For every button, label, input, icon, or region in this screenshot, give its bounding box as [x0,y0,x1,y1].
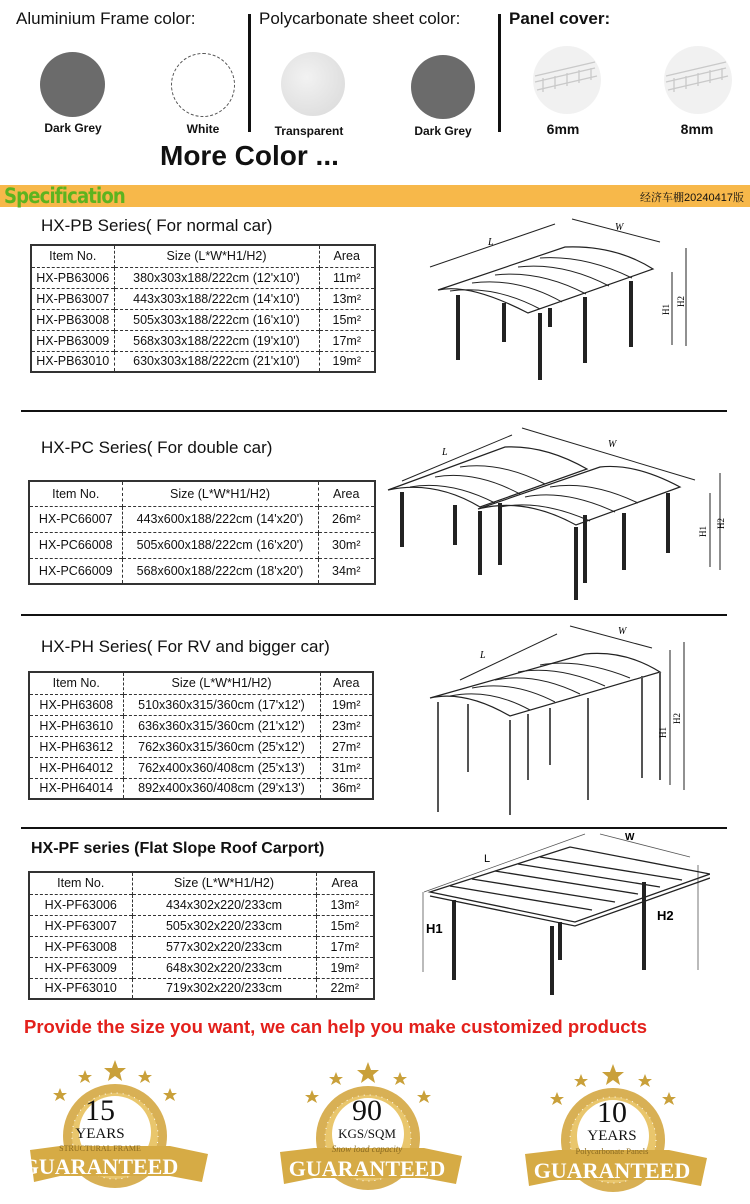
swatch-label: Dark Grey [414,124,472,138]
col-header: Area [318,481,375,506]
panel-label: 6mm [546,121,580,137]
svg-text:H2: H2 [657,908,674,923]
swatch-label: White [186,122,220,136]
table-row: HX-PB63006 380x303x188/222cm (12'x10') 11m² [31,267,375,288]
svg-text:H2: H2 [676,296,686,307]
customization-promo: Provide the size you want, we can help you make customized products [24,1016,647,1037]
table-row: HX-PH64012 762x400x360/408cm (25'x13') 31m² [29,757,373,778]
svg-text:L: L [442,447,448,458]
table-row: HX-PF63010 719x302x220/233cm 22m² [29,978,374,999]
col-header: Area [316,872,374,894]
svg-text:H1: H1 [698,526,708,537]
pb-series-table [30,244,376,373]
col-header: Size (L*W*H1/H2) [132,872,316,894]
pb-carport-diagram [400,215,720,395]
pb-series-title: HX-PB Series( For normal car) [41,216,273,235]
svg-text:W: W [618,626,627,637]
divider [248,14,251,132]
table-row: HX-PC66008 505x600x188/222cm (16'x20') 30m² [29,532,375,558]
table-row: HX-PB63007 443x303x188/222cm (14'x10') 13m² [31,288,375,309]
ph-series-title: HX-PH Series( For RV and bigger car) [41,637,330,656]
section-divider [21,614,727,616]
section-divider [21,410,727,412]
version-label: 经济车棚20240417版 [640,192,744,204]
col-header: Item No. [52,486,100,501]
more-color-heading: More Color ... [160,140,339,171]
swatch-dark-grey-frame [40,52,105,117]
col-header: Item No. [52,676,100,691]
svg-text:W: W [625,832,635,843]
svg-text:L: L [480,650,486,661]
swatch-white-frame [171,53,235,117]
ph-series-table [28,671,374,800]
specification-title: Specification [4,184,125,208]
pf-series-title: HX-PF series (Flat Slope Roof Carport) [31,840,325,857]
col-header: Size (L*W*H1/H2) [123,672,320,694]
col-header: Size (L*W*H1/H2) [114,245,319,267]
col-header: Item No. [57,876,105,891]
color-options [0,0,750,180]
table-row: HX-PF63008 577x302x220/233cm 17m² [29,936,374,957]
table-row: HX-PB63008 505x303x188/222cm (16'x10') 15m² [31,309,375,330]
pc-series-title: HX-PC Series( For double car) [41,438,273,457]
svg-text:W: W [608,439,617,450]
table-row: HX-PB63010 630x303x188/222cm (21'x10') 19m² [31,351,375,372]
col-header: Size (L*W*H1/H2) [122,481,318,506]
col-header: Area [320,672,373,694]
table-row: HX-PH63608 510x360x315/360cm (17'x12') 19m² [29,694,373,715]
svg-text:H1: H1 [658,727,668,738]
svg-text:L: L [488,237,494,248]
pc-series-table [28,480,376,585]
specification-banner [0,185,750,207]
badge-polycarbonate-panels: 10 YEARS Polycarbonate Panels GUARANTEED [515,1054,715,1204]
table-row: HX-PC66009 568x600x188/222cm (18'x20') 34m² [29,558,375,584]
pf-series-table [28,871,375,1000]
table-row: HX-PC66007 443x600x188/222cm (14'x20') 26m² [29,506,375,532]
svg-text:W: W [615,222,624,233]
table-row: HX-PH63610 636x360x315/360cm (21'x12') 23m² [29,715,373,736]
divider [498,14,501,132]
swatch-label: Dark Grey [44,121,102,135]
col-header: Item No. [49,249,97,264]
panel-label: 8mm [680,121,714,137]
ph-carport-diagram [410,620,700,820]
table-row: HX-PF63009 648x302x220/233cm 19m² [29,957,374,978]
pf-carport-diagram [420,830,710,995]
swatch-transparent-sheet [281,52,345,116]
table-row: HX-PH64014 892x400x360/408cm (29'x13') 36m² [29,778,373,799]
badge-structural-frame: 15 YEARS STRUCTURAL FRAME GUARANTEED [30,1050,230,1200]
svg-text:H2: H2 [672,713,682,724]
svg-text:H1: H1 [661,304,671,315]
table-row: HX-PH63612 762x360x315/360cm (25'x12') 27m² [29,736,373,757]
svg-text:H2: H2 [716,518,726,529]
svg-text:L: L [484,853,491,865]
table-row: HX-PB63009 568x303x188/222cm (19'x10') 17m² [31,330,375,351]
col-header: Area [319,245,375,267]
panel-8mm-image [664,46,732,114]
swatch-label: Transparent [274,124,344,138]
frame-color-title: Aluminium Frame color: [16,9,196,28]
panel-cover-title: Panel cover: [509,9,611,28]
table-row: HX-PF63007 505x302x220/233cm 15m² [29,915,374,936]
badge-snow-load: 90 KGS/SQM Snow load capacity GUARANTEED [270,1052,470,1202]
section-divider [21,827,727,829]
pc-carport-diagram [380,425,730,605]
sheet-color-title: Polycarbonate sheet color: [259,9,461,28]
svg-text:H1: H1 [426,921,443,936]
swatch-dark-grey-sheet [411,55,475,119]
table-row: HX-PF63006 434x302x220/233cm 13m² [29,894,374,915]
panel-6mm-image [533,46,601,114]
